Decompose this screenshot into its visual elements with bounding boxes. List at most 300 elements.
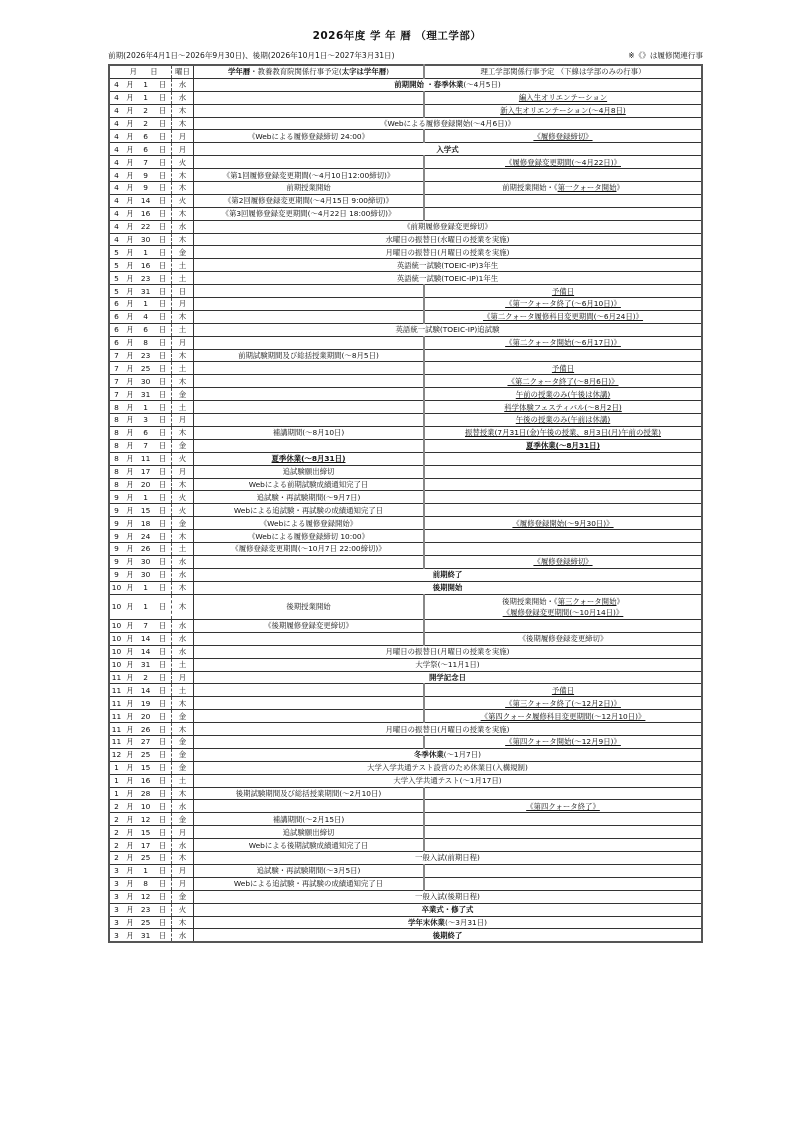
weekday-value: 土: [172, 684, 194, 697]
general-event-cell: [194, 439, 425, 452]
weekday-value: 木: [172, 916, 194, 929]
general-event-cell: [194, 169, 425, 182]
faculty-event-cell: [424, 298, 702, 311]
table-row: [109, 78, 702, 91]
faculty-event-cell: [424, 285, 702, 298]
day-unit: 日: [154, 632, 171, 645]
day-unit: 日: [154, 555, 171, 568]
faculty-event-text: 予備日: [551, 286, 575, 296]
month-unit: 月: [123, 542, 137, 555]
month-value: 3: [109, 890, 123, 903]
day-unit: 日: [154, 723, 171, 736]
day-unit: 日: [154, 542, 171, 555]
weekday-value: 土: [172, 259, 194, 272]
event-span-cell: [194, 929, 703, 942]
day-unit: 日: [154, 310, 171, 323]
table-row: [109, 478, 702, 491]
general-event-cell: [194, 130, 425, 143]
day-unit: 日: [154, 336, 171, 349]
faculty-event-cell: [424, 491, 702, 504]
event-text: 月曜日の振替日(月曜日の授業を実施): [385, 247, 510, 257]
event-span-cell: [194, 903, 703, 916]
legend-note: ※《》は履修関連行事: [628, 51, 703, 60]
general-event-text: 追試験願出締切: [282, 827, 335, 837]
header-weekday: 曜日: [172, 65, 194, 78]
month-unit: 月: [123, 78, 137, 91]
month-unit: 月: [123, 117, 137, 130]
general-event-text: 後期試験期間及び総括授業期間(～2月10日): [235, 789, 382, 799]
weekday-value: 金: [172, 813, 194, 826]
weekday-value: 月: [172, 336, 194, 349]
table-row: [109, 864, 702, 877]
weekday-value: 火: [172, 156, 194, 169]
general-event-cell: [194, 504, 425, 517]
month-unit: 月: [123, 916, 137, 929]
faculty-event-text: 科学体験フェスティバル(～8月2日): [504, 402, 622, 412]
day-unit: 日: [154, 877, 171, 890]
weekday-value: 金: [172, 517, 194, 530]
table-row: [109, 555, 702, 568]
faculty-event-cell: [424, 207, 702, 220]
faculty-event-text: 《履修登録変更期間(～4月22日)》: [505, 157, 621, 167]
day-unit: 日: [154, 323, 171, 336]
table-row: [109, 491, 702, 504]
weekday-value: 月: [172, 671, 194, 684]
faculty-event-cell: [424, 426, 702, 439]
month-value: 7: [109, 388, 123, 401]
general-event-text: 《Webによる履修登録締切 24:00》: [247, 131, 370, 141]
weekday-value: 木: [172, 697, 194, 710]
table-row: [109, 568, 702, 581]
day-value: 24: [137, 530, 154, 543]
day-unit: 日: [154, 452, 171, 465]
day-unit: 日: [154, 156, 171, 169]
faculty-event-cell: [424, 478, 702, 491]
day-unit: 日: [154, 362, 171, 375]
month-unit: 月: [123, 813, 137, 826]
table-row: [109, 594, 702, 620]
event-text: 月曜日の振替日(月曜日の授業を実施): [385, 724, 510, 734]
weekday-value: 月: [172, 826, 194, 839]
table-row: [109, 684, 702, 697]
weekday-value: 火: [172, 194, 194, 207]
day-unit: 日: [154, 748, 171, 761]
day-unit: 日: [154, 852, 171, 865]
day-value: 18: [137, 517, 154, 530]
header-month: 月: [109, 65, 137, 78]
table-row: [109, 890, 702, 903]
weekday-value: 木: [172, 169, 194, 182]
general-event-cell: [194, 736, 425, 749]
month-value: 10: [109, 645, 123, 658]
general-event-cell: [194, 336, 425, 349]
month-value: 6: [109, 298, 123, 311]
month-unit: 月: [123, 362, 137, 375]
faculty-event-cell: [424, 388, 702, 401]
weekday-value: 水: [172, 800, 194, 813]
day-value: 26: [137, 542, 154, 555]
general-event-text: Webによる追試験・再試験の成績通知完了日: [233, 879, 384, 889]
month-unit: 月: [123, 401, 137, 414]
day-unit: 日: [154, 645, 171, 658]
month-unit: 月: [123, 491, 137, 504]
day-value: 23: [137, 903, 154, 916]
faculty-event-line2: 《履修登録変更期間(～10月14日)》: [502, 607, 624, 617]
table-row: [109, 839, 702, 852]
month-value: 4: [109, 104, 123, 117]
day-unit: 日: [154, 259, 171, 272]
general-event-cell: [194, 285, 425, 298]
event-text: 大学入学共通テスト設営のため休業日(入構規制): [367, 763, 528, 773]
month-value: 10: [109, 620, 123, 633]
event-text: 水曜日の振替日(水曜日の授業を実施): [385, 235, 510, 245]
table-row: [109, 298, 702, 311]
event-span-cell: [194, 246, 703, 259]
day-value: 14: [137, 684, 154, 697]
general-event-text: Webによる後期試験成績通知完了日: [248, 840, 369, 850]
general-event-cell: [194, 91, 425, 104]
table-row: [109, 800, 702, 813]
general-event-text: 追試験・再試験期間(～9月7日): [256, 492, 361, 502]
month-unit: 月: [123, 723, 137, 736]
weekday-value: 金: [172, 761, 194, 774]
faculty-event-text: 予備日: [551, 685, 575, 695]
month-unit: 月: [123, 259, 137, 272]
month-unit: 月: [123, 761, 137, 774]
faculty-event-cell: [424, 375, 702, 388]
weekday-value: 木: [172, 349, 194, 362]
month-value: 4: [109, 130, 123, 143]
month-unit: 月: [123, 748, 137, 761]
general-event-text: 《第1回履修登録変更期間(～4月10日12:00締切)》: [222, 170, 395, 180]
day-value: 1: [137, 78, 154, 91]
month-value: 11: [109, 736, 123, 749]
general-event-cell: [194, 478, 425, 491]
month-value: 11: [109, 684, 123, 697]
event-span-cell: [194, 323, 703, 336]
day-unit: 日: [154, 349, 171, 362]
day-value: 6: [137, 323, 154, 336]
month-unit: 月: [123, 439, 137, 452]
weekday-value: 木: [172, 426, 194, 439]
table-row: [109, 285, 702, 298]
weekday-value: 木: [172, 852, 194, 865]
weekday-value: 木: [172, 787, 194, 800]
day-value: 1: [137, 91, 154, 104]
general-event-cell: [194, 104, 425, 117]
day-unit: 日: [154, 594, 171, 620]
weekday-value: 木: [172, 723, 194, 736]
month-unit: 月: [123, 194, 137, 207]
faculty-event-cell: [424, 813, 702, 826]
day-unit: 日: [154, 929, 171, 942]
general-event-cell: [194, 310, 425, 323]
day-unit: 日: [154, 194, 171, 207]
event-text: 大学祭(～11月1日): [415, 660, 480, 670]
period-note: 前期(2026年4月1日～2026年9月30日)、後期(2026年10月1日～2027年3月31日): [108, 51, 395, 60]
general-event-cell: [194, 632, 425, 645]
table-row: [109, 530, 702, 543]
month-value: 6: [109, 336, 123, 349]
header-col1: [194, 65, 425, 78]
event-text: 卒業式・修了式: [421, 905, 474, 915]
table-row: [109, 233, 702, 246]
event-span-cell: [194, 259, 703, 272]
weekday-value: 月: [172, 877, 194, 890]
month-unit: 月: [123, 903, 137, 916]
weekday-value: 水: [172, 839, 194, 852]
faculty-event-cell: [424, 194, 702, 207]
month-unit: 月: [123, 864, 137, 877]
event-text: 英語統一試験(TOEIC-IP)追試験: [395, 325, 500, 335]
general-event-cell: [194, 207, 425, 220]
event-span-cell: [194, 723, 703, 736]
day-unit: 日: [154, 426, 171, 439]
day-unit: 日: [154, 530, 171, 543]
table-row: [109, 375, 702, 388]
weekday-value: 金: [172, 710, 194, 723]
event-text: 一般入試(前期日程): [415, 853, 480, 863]
weekday-value: 水: [172, 645, 194, 658]
weekday-value: 木: [172, 375, 194, 388]
table-row: [109, 465, 702, 478]
faculty-event-underlined: 第一クォータ開始: [557, 183, 617, 193]
table-row: [109, 194, 702, 207]
event-span-cell: [194, 748, 703, 761]
day-unit: 日: [154, 465, 171, 478]
faculty-event-cell: [424, 104, 702, 117]
month-value: 8: [109, 426, 123, 439]
weekday-value: 金: [172, 748, 194, 761]
table-row: [109, 929, 702, 942]
month-value: 10: [109, 658, 123, 671]
event-span-cell: [194, 852, 703, 865]
day-unit: 日: [154, 684, 171, 697]
day-value: 20: [137, 710, 154, 723]
weekday-value: 火: [172, 491, 194, 504]
general-event-text: 《第3回履修登録変更期間(～4月22日 18:00締切)》: [221, 209, 396, 219]
day-value: 2: [137, 104, 154, 117]
month-unit: 月: [123, 285, 137, 298]
faculty-event-text: 《第三クォータ終了(～12月2日)》: [505, 698, 621, 708]
general-event-text: 《後期履修登録変更締切》: [264, 621, 353, 631]
day-unit: 日: [154, 117, 171, 130]
weekday-value: 金: [172, 246, 194, 259]
day-value: 31: [137, 929, 154, 942]
event-span-cell: [194, 581, 703, 594]
weekday-value: 水: [172, 929, 194, 942]
table-row: [109, 117, 702, 130]
weekday-value: 月: [172, 130, 194, 143]
month-value: 2: [109, 852, 123, 865]
table-row: [109, 504, 702, 517]
header-col1-bold2: 太字は学年暦: [341, 67, 387, 77]
day-value: 1: [137, 401, 154, 414]
day-value: 7: [137, 156, 154, 169]
header-day: 日: [137, 65, 172, 78]
table-row: [109, 401, 702, 414]
day-value: 1: [137, 594, 154, 620]
weekday-value: 水: [172, 620, 194, 633]
month-unit: 月: [123, 310, 137, 323]
month-value: 3: [109, 877, 123, 890]
faculty-event-cell: [424, 839, 702, 852]
faculty-event-cell: [424, 555, 702, 568]
day-value: 20: [137, 478, 154, 491]
weekday-value: 金: [172, 439, 194, 452]
table-row: [109, 349, 702, 362]
table-row: [109, 916, 702, 929]
event-text: 学年末休業: [407, 917, 445, 927]
event-text: 《Webによる履修登録開始(～4月6日)》: [380, 119, 515, 128]
day-unit: 日: [154, 388, 171, 401]
weekday-value: 木: [172, 182, 194, 195]
weekday-value: 水: [172, 568, 194, 581]
event-span-cell: [194, 671, 703, 684]
day-value: 11: [137, 452, 154, 465]
month-unit: 月: [123, 91, 137, 104]
faculty-event-text: 予備日: [551, 363, 575, 373]
month-unit: 月: [123, 156, 137, 169]
general-event-cell: [194, 594, 425, 620]
day-unit: 日: [154, 130, 171, 143]
table-row: [109, 736, 702, 749]
weekday-value: 土: [172, 272, 194, 285]
faculty-event-text: 《第二クォータ終了(～8月6日)》: [507, 376, 619, 386]
day-value: 30: [137, 568, 154, 581]
month-value: 2: [109, 813, 123, 826]
table-row: [109, 362, 702, 375]
weekday-value: 水: [172, 91, 194, 104]
month-unit: 月: [123, 645, 137, 658]
day-unit: 日: [154, 491, 171, 504]
faculty-event-suffix: 》: [616, 183, 624, 193]
faculty-event-prefix: 前期授業開始・《: [502, 183, 558, 193]
faculty-event-cell: [424, 130, 702, 143]
weekday-value: 水: [172, 632, 194, 645]
event-text: 英語統一試験(TOEIC-IP)1年生: [396, 273, 499, 283]
day-value: 26: [137, 723, 154, 736]
general-event-cell: [194, 388, 425, 401]
month-value: 8: [109, 465, 123, 478]
event-text: 英語統一試験(TOEIC-IP)3年生: [396, 260, 499, 270]
day-unit: 日: [154, 504, 171, 517]
day-unit: 日: [154, 104, 171, 117]
faculty-event-cell: [424, 620, 702, 633]
month-value: 5: [109, 285, 123, 298]
event-text-tail: (～4月5日): [463, 80, 501, 90]
faculty-event-cell: [424, 736, 702, 749]
day-value: 1: [137, 491, 154, 504]
weekday-value: 土: [172, 362, 194, 375]
general-event-cell: [194, 684, 425, 697]
faculty-event-text: 《第四クォータ終了》: [526, 801, 600, 811]
table-row: [109, 632, 702, 645]
month-value: 1: [109, 761, 123, 774]
table-row: [109, 774, 702, 787]
faculty-event-text: 《後期履修登録変更締切》: [518, 634, 608, 644]
table-row: [109, 104, 702, 117]
weekday-value: 水: [172, 78, 194, 91]
general-event-cell: [194, 375, 425, 388]
month-value: 3: [109, 929, 123, 942]
month-value: 4: [109, 207, 123, 220]
month-unit: 月: [123, 182, 137, 195]
table-row: [109, 581, 702, 594]
day-value: 9: [137, 169, 154, 182]
faculty-event-prefix: 後期授業開始・《: [502, 596, 558, 606]
academic-calendar-table: [108, 64, 703, 943]
day-value: 1: [137, 581, 154, 594]
day-value: 16: [137, 259, 154, 272]
weekday-value: 水: [172, 555, 194, 568]
general-event-cell: [194, 401, 425, 414]
table-header-row: [109, 65, 702, 78]
faculty-event-text: 《第二クォータ履修科目変更期間(～6月24日)》: [482, 312, 644, 322]
day-value: 15: [137, 761, 154, 774]
day-unit: 日: [154, 91, 171, 104]
month-unit: 月: [123, 620, 137, 633]
table-row: [109, 723, 702, 736]
day-unit: 日: [154, 800, 171, 813]
month-unit: 月: [123, 710, 137, 723]
table-row: [109, 143, 702, 156]
weekday-value: 日: [172, 285, 194, 298]
table-row: [109, 310, 702, 323]
calendar-body: [109, 78, 702, 942]
event-span-cell: [194, 272, 703, 285]
event-span-cell: [194, 78, 703, 91]
weekday-value: 木: [172, 310, 194, 323]
day-unit: 日: [154, 143, 171, 156]
general-event-cell: [194, 864, 425, 877]
event-text: 前期開始 ・春季休業: [394, 80, 464, 90]
faculty-event-cell: [424, 362, 702, 375]
general-event-text: 夏季休業(～8月31日): [271, 454, 346, 464]
table-row: [109, 207, 702, 220]
table-row: [109, 169, 702, 182]
event-text-tail: (～3月31日): [444, 917, 487, 927]
weekday-value: 木: [172, 594, 194, 620]
day-value: 2: [137, 117, 154, 130]
table-row: [109, 259, 702, 272]
weekday-value: 火: [172, 903, 194, 916]
month-value: 4: [109, 169, 123, 182]
faculty-event-underlined: 第三クォータ開始: [557, 596, 617, 606]
day-unit: 日: [154, 272, 171, 285]
faculty-event-cell: [424, 684, 702, 697]
table-row: [109, 439, 702, 452]
month-value: 8: [109, 414, 123, 427]
event-span-cell: [194, 916, 703, 929]
month-value: 6: [109, 323, 123, 336]
general-event-text: 補講期間(～8月10日): [272, 428, 345, 438]
month-value: 11: [109, 671, 123, 684]
month-value: 10: [109, 632, 123, 645]
table-row: [109, 156, 702, 169]
day-value: 12: [137, 890, 154, 903]
table-row: [109, 414, 702, 427]
day-value: 6: [137, 143, 154, 156]
day-unit: 日: [154, 890, 171, 903]
weekday-value: 月: [172, 414, 194, 427]
day-unit: 日: [154, 207, 171, 220]
general-event-cell: [194, 452, 425, 465]
month-unit: 月: [123, 800, 137, 813]
page-title: 2026年度 学 年 暦 （理工学部）: [312, 30, 482, 42]
faculty-event-cell: [424, 710, 702, 723]
event-span-cell: [194, 568, 703, 581]
